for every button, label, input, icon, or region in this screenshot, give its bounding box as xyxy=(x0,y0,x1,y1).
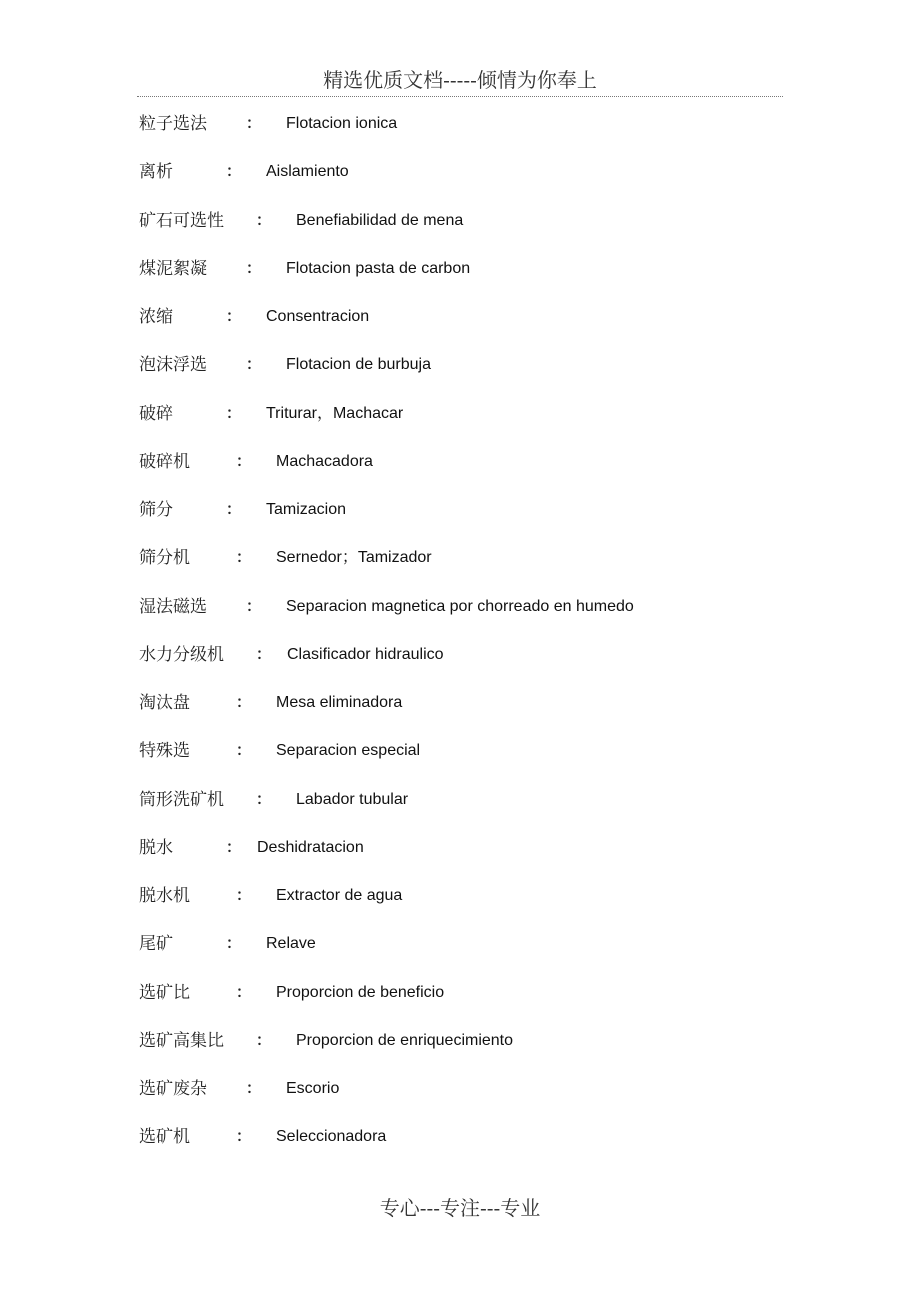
term-chinese: 湿法磁选 xyxy=(139,596,207,617)
separator: ： xyxy=(236,1128,252,1146)
term-chinese: 脱水 xyxy=(139,837,173,858)
term-chinese: 破碎 xyxy=(139,403,173,424)
term-spanish: Proporcion de enriquecimiento xyxy=(296,1031,514,1049)
term-chinese: 筛分 xyxy=(139,500,173,520)
glossary-entry xyxy=(139,348,819,396)
glossary-entry xyxy=(139,1120,819,1168)
term-chinese: 浓缩 xyxy=(139,307,173,327)
term-spanish: Triturar，Machacar xyxy=(266,404,404,422)
term-chinese: 选矿废杂 xyxy=(139,1079,207,1099)
term-spanish: Seleccionadora xyxy=(276,1128,387,1146)
glossary-entry xyxy=(139,155,819,203)
glossary-entry xyxy=(139,445,819,493)
separator: ： xyxy=(226,308,242,325)
term-spanish: Clasificador hidraulico xyxy=(287,645,444,663)
glossary-entry xyxy=(139,638,819,686)
term-chinese: 破碎机 xyxy=(139,451,190,472)
separator: ： xyxy=(236,694,252,711)
term-spanish: Relave xyxy=(266,935,316,953)
separator: ： xyxy=(256,790,272,808)
separator: ： xyxy=(246,259,262,277)
term-spanish: Benefiabilidad de mena xyxy=(296,211,464,229)
term-chinese: 煤泥絮凝 xyxy=(139,258,207,279)
term-spanish: Sernedor；Tamizador xyxy=(276,549,432,567)
glossary-entry xyxy=(139,927,819,975)
glossary-entry xyxy=(139,493,819,541)
term-chinese: 泡沫浮选 xyxy=(139,355,207,376)
separator: ： xyxy=(256,645,272,663)
glossary-entry xyxy=(139,541,819,589)
glossary-entry xyxy=(139,879,819,927)
separator: ： xyxy=(236,887,252,904)
separator: ： xyxy=(246,356,262,374)
term-spanish: Separacion especial xyxy=(276,742,421,760)
separator: ： xyxy=(246,597,262,615)
glossary-entry xyxy=(139,976,819,1024)
glossary-entry xyxy=(139,831,819,879)
term-spanish: Flotacion ionica xyxy=(286,115,398,132)
separator: ： xyxy=(226,935,242,953)
term-chinese: 离析 xyxy=(139,162,173,183)
term-chinese: 粒子选法 xyxy=(139,114,207,134)
separator: ： xyxy=(236,742,252,760)
term-spanish: Flotacion de burbuja xyxy=(286,356,431,374)
separator: ： xyxy=(236,983,252,1001)
glossary-entry xyxy=(139,1072,819,1120)
term-chinese: 特殊选 xyxy=(139,741,190,762)
glossary-list xyxy=(139,107,819,1169)
term-chinese: 矿石可选性 xyxy=(139,210,224,231)
term-chinese: 筒形洗矿机 xyxy=(139,789,224,810)
term-spanish: Labador tubular xyxy=(296,790,409,808)
separator: ： xyxy=(226,163,242,181)
separator: ： xyxy=(226,838,242,856)
term-chinese: 筛分机 xyxy=(139,548,190,569)
glossary-entry xyxy=(139,107,819,155)
separator: ： xyxy=(246,1080,262,1097)
term-spanish: Flotacion pasta de carbon xyxy=(286,259,471,277)
term-chinese: 选矿机 xyxy=(139,1127,190,1148)
separator: ： xyxy=(226,501,242,518)
term-chinese: 淘汰盘 xyxy=(139,693,190,713)
term-spanish: Separacion magnetica por chorreado en humedo xyxy=(286,597,634,615)
term-chinese: 选矿高集比 xyxy=(139,1030,224,1051)
term-spanish: Extractor de agua xyxy=(276,887,403,904)
term-chinese: 水力分级机 xyxy=(139,644,224,665)
glossary-entry xyxy=(139,397,819,445)
glossary-entry xyxy=(139,1024,819,1072)
term-spanish: Tamizacion xyxy=(266,501,347,518)
term-chinese: 选矿比 xyxy=(139,982,190,1003)
header-divider xyxy=(137,96,783,97)
glossary-entry xyxy=(139,204,819,252)
term-spanish: Machacadora xyxy=(276,452,373,470)
page-header: 精选优质文档-----倾情为你奉上 xyxy=(323,68,597,92)
separator: ： xyxy=(236,549,252,567)
separator: ： xyxy=(256,1031,272,1049)
term-spanish: Aislamiento xyxy=(266,163,349,181)
glossary-entry xyxy=(139,252,819,300)
term-spanish: Mesa eliminadora xyxy=(276,694,403,711)
separator: ： xyxy=(256,211,272,229)
glossary-entry xyxy=(139,783,819,831)
glossary-entry xyxy=(139,734,819,782)
page-footer: 专心---专注---专业 xyxy=(379,1196,541,1220)
glossary-entry xyxy=(139,686,819,734)
term-spanish: Deshidratacion xyxy=(257,838,364,856)
glossary-entry xyxy=(139,590,819,638)
term-chinese: 脱水机 xyxy=(139,886,190,906)
term-spanish: Escorio xyxy=(286,1080,340,1097)
glossary-entry xyxy=(139,300,819,348)
term-chinese: 尾矿 xyxy=(139,934,173,955)
separator: ： xyxy=(236,452,252,470)
term-spanish: Proporcion de beneficio xyxy=(276,983,445,1001)
separator: ： xyxy=(246,115,262,132)
separator: ： xyxy=(226,404,242,422)
term-spanish: Consentracion xyxy=(266,308,370,325)
